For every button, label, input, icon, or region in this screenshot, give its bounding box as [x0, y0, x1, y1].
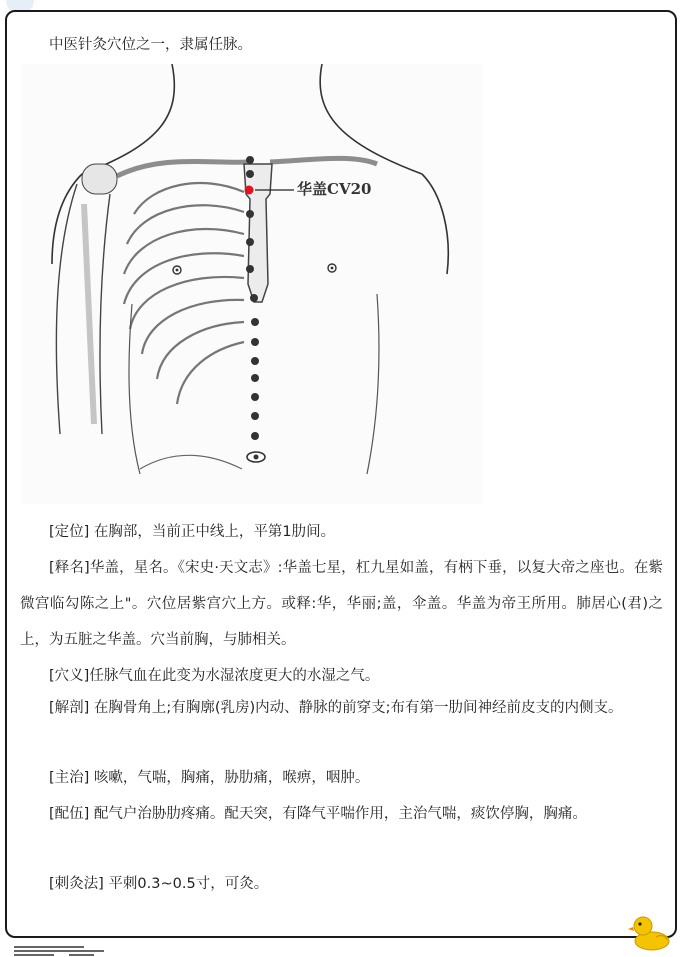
acupoint-label: 华盖CV20 — [297, 180, 372, 198]
section-body: 咳嗽，气喘，胸痛，胁肋痛，喉痹，咽肿。 — [89, 770, 370, 786]
section-tag: [定位] — [49, 524, 90, 540]
footer-rule-lines-icon — [14, 944, 114, 957]
section-tag: [刺灸法] — [49, 876, 104, 892]
section-body: 在胸骨角上;有胸廓(乳房)内动、静脉的前穿支;布有第一肋间神经前皮支的内侧支。 — [89, 700, 623, 716]
section-tag: [主治] — [49, 770, 90, 786]
section-anatomy — [20, 690, 663, 726]
section-tag: [穴义] — [49, 668, 90, 684]
section-meaning — [20, 658, 663, 694]
section-body: 华盖，星名。《宋史·天文志》:华盖七星，杠九星如盖，有柄下垂，以复大帝之座也。在紫微宫临勾陈之上"。穴位居紫宫穴上方。或释:华，华丽;盖，伞盖。华盖为帝王所用。肺居心(君)之上，为五脏之华盖。穴当前胸，与肺相关。 — [20, 560, 663, 648]
section-body: 平刺0.3~0.5寸，可灸。 — [103, 876, 269, 892]
huagai-point-marker — [245, 186, 254, 195]
section-tag: [释名] — [49, 560, 90, 576]
chest-diagram-icon — [22, 64, 482, 504]
section-location — [20, 514, 663, 550]
section-name-explanation — [20, 550, 663, 658]
duck-icon — [628, 912, 672, 952]
section-indications — [20, 760, 663, 796]
section-combination — [20, 796, 663, 832]
section-body: 配气户治胁肋疼痛。配天突，有降气平喘作用，主治气喘，痰饮停胸，胸痛。 — [89, 806, 587, 822]
intro-text: 中医针灸穴位之一，隶属任脉。 — [49, 37, 252, 53]
section-body: 在胸部，当前正中线上，平第1肋间。 — [89, 524, 336, 540]
section-tag: [解剖] — [49, 700, 90, 716]
section-body: 任脉气血在此变为水湿浓度更大的水湿之气。 — [89, 668, 380, 684]
section-needling — [20, 866, 663, 902]
section-tag: [配伍] — [49, 806, 90, 822]
acupoint-figure — [22, 64, 482, 504]
